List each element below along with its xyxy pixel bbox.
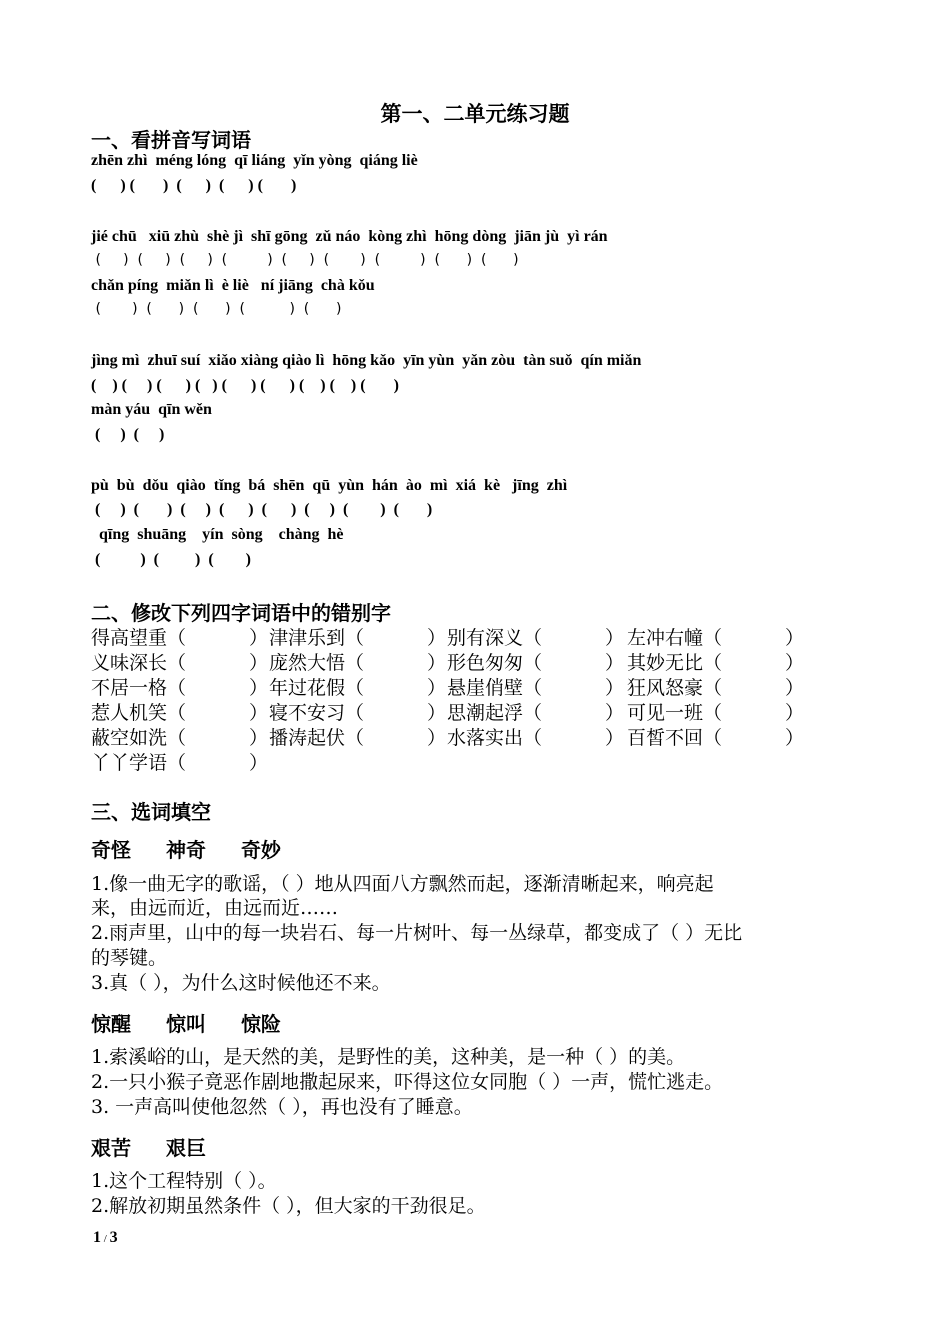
answer-open-paren: （ <box>523 727 543 749</box>
answer-close-paren: ） <box>605 727 625 749</box>
fill-sentence: 2.解放初期虽然条件（ ），但大家的干劲很足。 <box>91 1195 486 1217</box>
idiom-item <box>447 673 625 700</box>
answer-close-paren: ） <box>249 752 269 774</box>
answer-close-paren: ） <box>427 727 447 749</box>
section2-heading: 二、修改下列四字词语中的错别字 <box>91 601 391 625</box>
fill-sentence: 3. 一声高叫使他忽然（ ），再也没有了睡意。 <box>91 1096 473 1118</box>
answer-brackets-4: ( ) ( ) ( ) ( ) ( ) ( ) ( ) ( ) <box>91 501 433 518</box>
answer-open-paren: （ <box>523 627 543 649</box>
idiom-text: 狂风怒豪 <box>627 677 704 699</box>
total-pages: 3 <box>109 1229 118 1246</box>
idiom-item <box>91 648 269 675</box>
idiom-item <box>269 698 447 725</box>
idiom-text: 可见一班 <box>627 702 704 724</box>
answer-open-paren: （ <box>167 652 187 674</box>
answer-close-paren: ） <box>785 627 805 649</box>
answer-close-paren: ） <box>605 652 625 674</box>
idiom-item <box>269 623 447 650</box>
answer-open-paren: （ <box>523 702 543 724</box>
answer-open-paren: （ <box>703 677 723 699</box>
answer-open-paren: （ <box>167 677 187 699</box>
answer-open-paren: （ <box>345 652 365 674</box>
answer-open-paren: （ <box>167 627 187 649</box>
answer-open-paren: （ <box>167 752 187 774</box>
idiom-item <box>447 698 625 725</box>
pinyin-line-3: jìng mì zhuī suí xiǎo xiàng qiào lì hōng kǎo yīn yùn yǎn zòu tàn suǒ qín miǎn <box>91 352 642 369</box>
word-choices-1 <box>91 834 309 863</box>
idiom-text: 悬崖俏壁 <box>447 677 524 699</box>
section3-heading: 三、选词填空 <box>91 800 211 824</box>
idiom-text: 年过花假 <box>269 677 346 699</box>
answer-open-paren: （ <box>523 652 543 674</box>
idiom-text: 义味深长 <box>91 652 168 674</box>
idiom-item <box>269 648 447 675</box>
answer-close-paren: ） <box>785 727 805 749</box>
answer-brackets-3b: ( ) ( ) <box>91 426 165 443</box>
idiom-text: 水落实出 <box>447 727 524 749</box>
idiom-item <box>269 673 447 700</box>
word-choices-2 <box>91 1008 309 1037</box>
answer-close-paren: ） <box>427 677 447 699</box>
word-choice: 惊险 <box>240 1012 281 1036</box>
idiom-text: 惹人机笑 <box>91 702 168 724</box>
word-choice: 艰苦 <box>91 1136 131 1160</box>
idiom-item <box>447 648 625 675</box>
word-choice: 惊醒 <box>91 1012 131 1036</box>
idiom-item <box>91 748 269 775</box>
page-number <box>93 1229 118 1247</box>
answer-close-paren: ） <box>605 702 625 724</box>
current-page: 1 <box>93 1229 101 1246</box>
answer-open-paren: （ <box>703 627 723 649</box>
fill-sentence: 1.这个工程特别（ ）。 <box>91 1170 277 1192</box>
answer-brackets-3: ( ) ( ) ( ) ( ) ( ) ( ) ( ) ( ) ( ) <box>91 377 399 394</box>
answer-close-paren: ） <box>427 627 447 649</box>
answer-close-paren: ） <box>785 677 805 699</box>
idiom-item <box>627 723 805 750</box>
fill-sentence: 1.像一曲无字的歌谣，（ ）地从四面八方飘然而起，逐渐清晰起来，响亮起 <box>91 873 714 895</box>
answer-close-paren: ） <box>249 727 269 749</box>
idiom-text: 得高望重 <box>91 627 168 649</box>
answer-brackets-1: ( ) ( ) ( ) ( ) ( ) <box>91 177 297 194</box>
page-separator: / <box>101 1233 110 1245</box>
answer-open-paren: （ <box>345 702 365 724</box>
idiom-text: 思潮起浮 <box>447 702 524 724</box>
idiom-text: 形色匆匆 <box>447 652 524 674</box>
idiom-text: 津津乐到 <box>269 627 346 649</box>
answer-open-paren: （ <box>167 727 187 749</box>
word-choice: 艰巨 <box>165 1136 206 1160</box>
answer-open-paren: （ <box>703 727 723 749</box>
idiom-text: 庞然大悟 <box>269 652 346 674</box>
idiom-text: 其妙无比 <box>627 652 704 674</box>
idiom-item <box>91 623 269 650</box>
answer-close-paren: ） <box>249 677 269 699</box>
answer-open-paren: （ <box>703 702 723 724</box>
fill-sentence: 3.真（ ），为什么这时候他还不来。 <box>91 972 391 994</box>
answer-brackets-2b: ( ) ( ) ( ) ( ) ( ) <box>91 301 342 317</box>
answer-close-paren: ） <box>427 702 447 724</box>
answer-close-paren: ） <box>605 677 625 699</box>
answer-close-paren: ） <box>249 627 269 649</box>
answer-close-paren: ） <box>785 652 805 674</box>
answer-open-paren: （ <box>345 677 365 699</box>
word-choice: 奇怪 <box>91 838 131 862</box>
pinyin-line-4: pù bù dǒu qiào tǐng bá shēn qū yùn hán ào mì xiá kè jīng zhì <box>91 477 568 494</box>
pinyin-line-4b: qīng shuāng yín sòng chàng hè <box>91 526 344 543</box>
pinyin-line-2: jié chū xiū zhù shè jì shī gōng zǔ náo kòng zhì hōng dòng jiān jù yì rán <box>91 228 608 245</box>
page-title: 第一、二单元练习题 <box>380 102 570 126</box>
answer-close-paren: ） <box>605 627 625 649</box>
pinyin-line-2b: chǎn píng miǎn lì è liè ní jiāng chà kǒu <box>91 277 375 294</box>
fill-sentence: 1.索溪峪的山，是天然的美，是野性的美，这种美，是一种（ ）的美。 <box>91 1046 686 1068</box>
fill-sentence: 2.雨声里，山中的每一块岩石、每一片树叶、每一丛绿草，都变成了（ ）无比 <box>91 922 743 944</box>
answer-close-paren: ） <box>249 652 269 674</box>
answer-close-paren: ） <box>249 702 269 724</box>
idiom-text: 丫丫学语 <box>91 752 168 774</box>
pinyin-line-3b: màn yáu qīn wěn <box>91 401 212 418</box>
idiom-item <box>269 723 447 750</box>
answer-open-paren: （ <box>345 727 365 749</box>
idiom-text: 左冲右幢 <box>627 627 704 649</box>
fill-sentence: 来，由远而近，由远而近…… <box>91 897 339 919</box>
fill-sentence: 2.一只小猴子竟恶作剧地撒起尿来，吓得这位女同胞（ ）一声，慌忙逃走。 <box>91 1071 724 1093</box>
answer-open-paren: （ <box>345 627 365 649</box>
idiom-item <box>627 623 805 650</box>
idiom-item <box>627 698 805 725</box>
word-choice: 神奇 <box>165 838 206 862</box>
fill-sentence: 的琴键。 <box>91 947 168 969</box>
answer-brackets-2: ( ) ( ) ( ) ( ) ( ) ( ) ( ) ( ) ( ) <box>91 252 519 268</box>
answer-open-paren: （ <box>523 677 543 699</box>
idiom-item <box>91 723 269 750</box>
section1-heading: 一、看拼音写词语 <box>91 128 251 152</box>
idiom-item <box>447 623 625 650</box>
word-choices-3 <box>91 1132 234 1161</box>
idiom-text: 蔽空如洗 <box>91 727 168 749</box>
idiom-text: 百皙不回 <box>627 727 704 749</box>
word-choice: 惊叫 <box>165 1012 206 1036</box>
pinyin-line-1: zhēn zhì méng lóng qī liáng yǐn yòng qiáng liè <box>91 152 418 169</box>
idiom-text: 别有深义 <box>447 627 524 649</box>
word-choice: 奇妙 <box>240 838 281 862</box>
idiom-item <box>627 648 805 675</box>
idiom-text: 播涛起伏 <box>269 727 346 749</box>
idiom-text: 不居一格 <box>91 677 168 699</box>
answer-close-paren: ） <box>427 652 447 674</box>
idiom-item <box>627 673 805 700</box>
idiom-item <box>91 698 269 725</box>
answer-brackets-4b: ( ) ( ) ( ) <box>91 551 251 568</box>
answer-open-paren: （ <box>703 652 723 674</box>
answer-close-paren: ） <box>785 702 805 724</box>
idiom-text: 寝不安习 <box>269 702 346 724</box>
idiom-item <box>91 673 269 700</box>
idiom-item <box>447 723 625 750</box>
answer-open-paren: （ <box>167 702 187 724</box>
